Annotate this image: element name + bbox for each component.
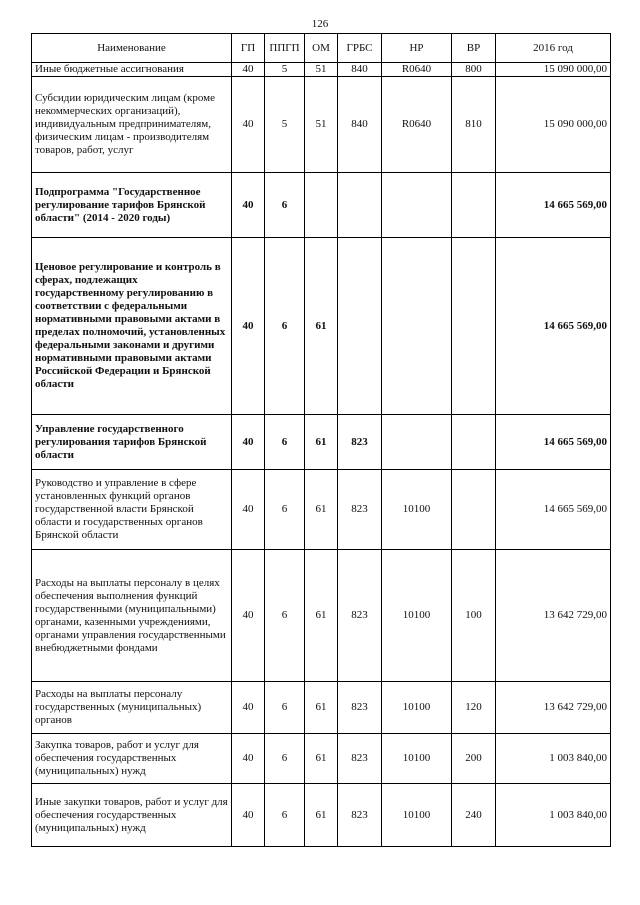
row-grbs: 823 [338,784,382,847]
header-name: Наименование [32,34,232,63]
row-ppgp: 6 [265,784,305,847]
row-vr: 120 [452,682,496,734]
table-row [32,784,611,847]
table-row [32,63,611,77]
row-vr [452,238,496,415]
row-om: 61 [305,734,338,784]
row-amount: 14 665 569,00 [496,173,611,238]
row-amount: 14 665 569,00 [496,470,611,550]
header-gp: ГП [232,34,265,63]
row-om: 61 [305,550,338,682]
row-name: Подпрограмма "Государственное регулирование тарифов Брянской области" (2014 - 2020 годы) [32,173,232,238]
row-ppgp: 6 [265,415,305,470]
row-nr: 10100 [382,550,452,682]
row-vr: 200 [452,734,496,784]
row-vr [452,470,496,550]
row-om: 61 [305,415,338,470]
row-name: Закупка товаров, работ и услуг для обеспечения государственных (муниципальных) нужд [32,734,232,784]
row-gp: 40 [232,784,265,847]
row-amount: 15 090 000,00 [496,77,611,173]
row-vr [452,415,496,470]
row-gp: 40 [232,77,265,173]
row-om: 51 [305,77,338,173]
row-name: Расходы на выплаты персоналу государственных (муниципальных) органов [32,682,232,734]
row-om: 61 [305,784,338,847]
row-ppgp: 5 [265,77,305,173]
row-om: 61 [305,238,338,415]
table-row [32,77,611,173]
table-row [32,415,611,470]
row-vr [452,173,496,238]
row-ppgp: 5 [265,63,305,77]
table-row [32,238,611,415]
row-name: Ценовое регулирование и контроль в сферах, подлежащих государственному регулированию в соответствии с федеральными нормативными правовыми актами в пределах полномочий, установленных федеральными законами и другими нормативными правовыми актами Российской Федерации и Брянской области [32,238,232,415]
table-row [32,734,611,784]
row-om: 61 [305,682,338,734]
header-om: ОМ [305,34,338,63]
row-name: Субсидии юридическим лицам (кроме некоммерческих организаций), индивидуальным предпринимателям, физическим лицам - производителям товаров, работ, услуг [32,77,232,173]
row-nr: R0640 [382,77,452,173]
row-amount: 14 665 569,00 [496,238,611,415]
row-gp: 40 [232,470,265,550]
table-row [32,550,611,682]
row-grbs: 840 [338,77,382,173]
header-vr: ВР [452,34,496,63]
row-ppgp: 6 [265,238,305,415]
row-amount: 13 642 729,00 [496,682,611,734]
header-grbs: ГРБС [338,34,382,63]
row-nr [382,238,452,415]
row-ppgp: 6 [265,550,305,682]
row-nr: R0640 [382,63,452,77]
header-year: 2016 год [496,34,611,63]
header-nr: НР [382,34,452,63]
row-name: Руководство и управление в сфере установленных функций органов государственной власти Брянской области и государственных органов Брянской области [32,470,232,550]
row-nr: 10100 [382,734,452,784]
row-amount: 1 003 840,00 [496,734,611,784]
row-grbs [338,173,382,238]
page-number: 126 [311,18,329,30]
row-grbs: 823 [338,682,382,734]
row-name: Иные бюджетные ассигнования [32,63,232,77]
row-om [305,173,338,238]
row-name: Иные закупки товаров, работ и услуг для обеспечения государственных (муниципальных) нужд [32,784,232,847]
row-amount: 13 642 729,00 [496,550,611,682]
row-gp: 40 [232,173,265,238]
table-header-row [32,34,611,63]
row-gp: 40 [232,734,265,784]
table-row [32,470,611,550]
row-nr [382,173,452,238]
row-gp: 40 [232,63,265,77]
row-gp: 40 [232,682,265,734]
row-grbs: 840 [338,63,382,77]
row-amount: 1 003 840,00 [496,784,611,847]
row-grbs: 823 [338,415,382,470]
row-amount: 15 090 000,00 [496,63,611,77]
table-row [32,682,611,734]
row-grbs: 823 [338,734,382,784]
table-row [32,173,611,238]
header-ppgp: ППГП [265,34,305,63]
row-ppgp: 6 [265,734,305,784]
row-gp: 40 [232,238,265,415]
row-name: Управление государственного регулирования тарифов Брянской области [32,415,232,470]
row-om: 61 [305,470,338,550]
row-ppgp: 6 [265,470,305,550]
row-vr: 800 [452,63,496,77]
row-ppgp: 6 [265,682,305,734]
row-vr: 240 [452,784,496,847]
row-ppgp: 6 [265,173,305,238]
row-gp: 40 [232,415,265,470]
row-vr: 810 [452,77,496,173]
row-nr: 10100 [382,784,452,847]
row-grbs: 823 [338,550,382,682]
row-amount: 14 665 569,00 [496,415,611,470]
row-nr [382,415,452,470]
row-vr: 100 [452,550,496,682]
row-gp: 40 [232,550,265,682]
row-grbs [338,238,382,415]
row-om: 51 [305,63,338,77]
row-nr: 10100 [382,682,452,734]
row-grbs: 823 [338,470,382,550]
row-nr: 10100 [382,470,452,550]
row-name: Расходы на выплаты персоналу в целях обеспечения выполнения функций государственными (муниципальными) органами, казенными учреждениями, органами управления государственными внебюджетными фондами [32,550,232,682]
budget-table [31,33,611,847]
